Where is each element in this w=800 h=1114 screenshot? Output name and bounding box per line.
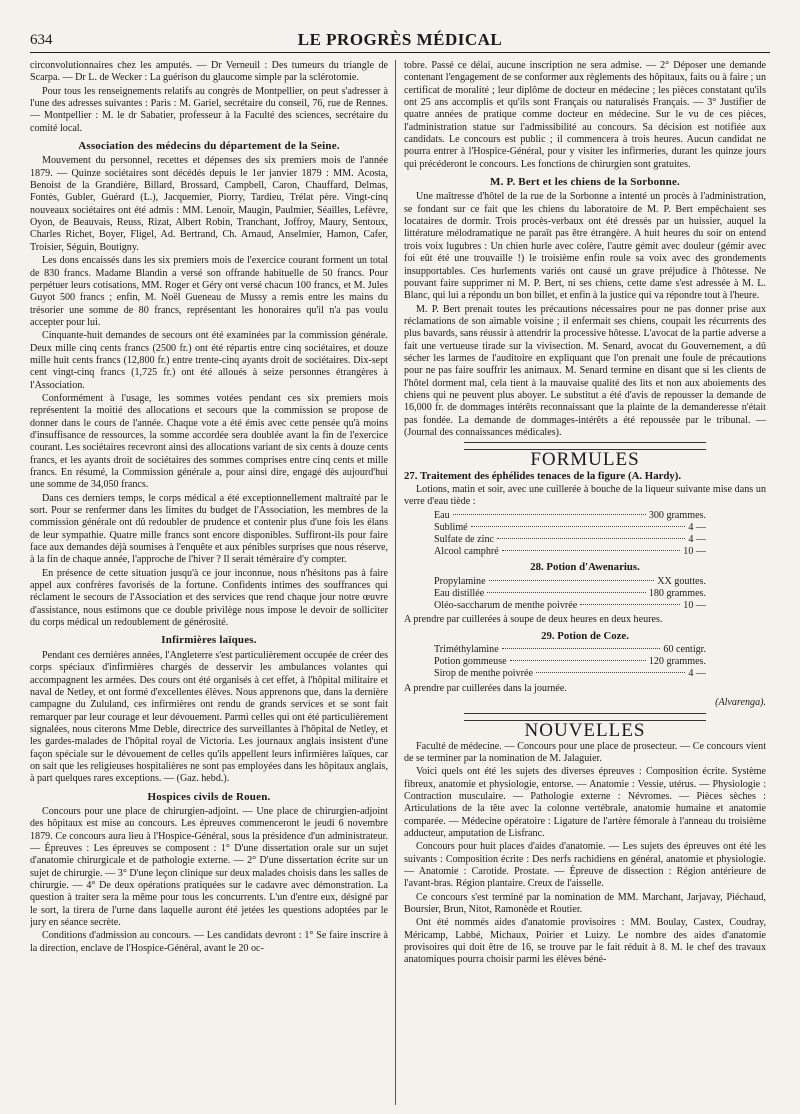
right-column — [404, 60, 766, 1105]
ingredient-row — [404, 668, 766, 680]
section-title-association: Association des médecins du département de la Seine. — [78, 140, 340, 153]
ingredient-name: Propylamine — [434, 575, 486, 587]
leader-dots — [489, 580, 655, 581]
intro-paragraph: circonvolutionnaires chez les amputés. — Dr Verneuil : Des tumeurs du triangle de Scarpa. — Dr L. de Wecker : La guérison du glaucome simple par la sclérotomie. — [30, 60, 388, 84]
ingredient-row — [404, 656, 766, 668]
news-paragraph: Concours pour huit places d'aides d'anatomie. — Les sujets des épreuves ont été les suivants : Composition écrite : Des nerfs rachidiens en général, anatomie et physiologie. — Anatomie : Carotide. Prostate. — Épreuve de dissection : Région antérieure de l'avant-bras. Région plantaire. Creux de l'aisselle. — [404, 841, 766, 890]
leader-dots — [510, 660, 646, 661]
article-paragraph: Concours pour une place de chirurgien-adjoint. — Une place de chirurgien-adjoint des hôpitaux est mise au concours. Les épreuves commenceront le jeudi 6 novembre 1879. Ce concours aura lieu à l'Hospice-Général, sous la présidence d'un administrateur. — Épreuves : Les épreuves se composent : 1° D'une dissertation orale sur un sujet d'anatomie chirurgicale et de pathologie externe. — 2° D'une dissertation écrite sur un sujet de chirurgie. — 3° D'une leçon clinique sur deux malades choisis dans les salles de chirurgie. — 4° De deux opérations pratiquées sur le cadavre avec démonstration. La question à traiter sera la même pour tous les concurrents. L'un d'entre eux, désigné par le sort, la tirera de l'urne dans laquelle auront été jetées les questions adoptées par le jury en séance secrète. — [30, 805, 388, 929]
article-paragraph: Les dons encaissés dans les six premiers mois de l'exercice courant forment un total de 830 francs. Madame Blandin a versé son offrande habituelle de 50 francs. Pour perpétuer leurs cotisations, MM. Roger et Géry ont versé chacun 100 francs, et M. Jules Guyot 500 francs ; enfin, M. Noël Gueneau de Mussy a remis entre les mains du trésorier une somme de 80 francs, représentant les honoraires qu'il n'a pas voulu accepter pour lui. — [30, 255, 388, 328]
nouvelles-heading: NOUVELLES — [524, 720, 646, 742]
leader-dots — [502, 550, 681, 551]
page-number: 634 — [30, 32, 53, 48]
leader-dots — [536, 672, 685, 673]
ingredient-row — [404, 576, 766, 588]
leader-dots — [497, 538, 685, 539]
ingredient-row — [404, 546, 766, 558]
formula-28-title: 28. Potion d'Awenarius. — [530, 561, 640, 574]
intro-paragraph: Pour tous les renseignements relatifs au congrès de Montpellier, on peut s'adresser à l'une des adresses suivantes : Paris : M. Gariel, secrétaire du conseil, 76, rue de Rennes. — Montpellier : M. le dr Sabatier, professeur à la Faculté des sciences, secrétaire du comité local. — [30, 85, 388, 134]
ingredient-qty: 300 grammes. — [648, 509, 706, 521]
page-header — [30, 30, 770, 53]
formula-29-signature: (Alvarenga). — [715, 696, 766, 708]
news-paragraph: Voici quels ont été les sujets des diverses épreuves : Composition écrite. Système fibreux, anatomie et physiologie, entorse. — Anatomie : Vessie, utérus. — Physiologie : Contraction musculaire. — Pathologie externe : Névromes. — Pièces sèches : Articulations de la tête avec la colonne vertébrale, anatomie humaine et anatomie comparée. — Médecine opératoire : Ligature de l'artère fémorale à l'anneau du troisième adducteur, amputation de Lisfranc. — [404, 766, 766, 840]
news-paragraph: Faculté de médecine. — Concours pour une place de prosecteur. — Ce concours vient de se terminer par la nomination de M. Jalaguier. — [404, 740, 766, 764]
ingredient-qty: 120 grammes. — [648, 656, 706, 668]
article-paragraph: Conformément à l'usage, les sommes votées pendant ces six premiers mois représentent la moitié des allocations et secours que la commission se propose de donner dans le cours de l'année. Chaque vote a été émis avec cette pensée qu'à moins d'insuffisance de ressources, la somme accordée sera doublée avant la fin de l'exercice courant. Les sociétaires recevront ainsi des allocations variant de six cents à douze cents francs, et les ayants droit de sociétaires des sommes comprises entre cinq cents et mille francs. En résumé, la Commission générale a, pour ainsi dire, engagé dès aujourd'hui une somme de 34,050 francs. — [30, 392, 388, 491]
column-divider — [395, 60, 396, 1105]
section-title-bert: M. P. Bert et les chiens de la Sorbonne. — [490, 176, 680, 189]
ingredient-row — [404, 534, 766, 546]
ingredient-qty: 60 centigr. — [663, 644, 706, 656]
ornament-divider — [464, 442, 706, 450]
ingredient-row — [404, 600, 766, 612]
formules-heading: FORMULES — [530, 449, 640, 471]
article-paragraph: En présence de cette situation jusqu'à ce jour inconnue, nous n'hésitons pas à faire appel aux confrères favorisés de la fortune. Confidents intimes des souffrances qui réclament le secours de l'Association et des services que rend chaque jour notre œuvre d'assistance, nous estimons que ce double privilège nous impose le devoir de solliciter du corps médical un redoublement de générosité. — [30, 567, 388, 629]
article-paragraph: Conditions d'admission au concours. — Les candidats devront : 1° Se faire inscrire à la direction, enclave de l'Hospice-Général, avant le 20 oc- — [30, 930, 388, 954]
news-paragraph: Ce concours s'est terminé par la nomination de MM. Marchant, Jarjavay, Piéchaud, Boursier, Brun, Nitot, Ramonède et Routier. — [404, 891, 766, 916]
formula-29-note: A prendre par cuillerées dans la journée. — [404, 682, 567, 694]
formula-27-title: 27. Traitement des éphélides tenaces de la figure (A. Hardy). — [404, 469, 682, 482]
ingredient-qty: 4 — — [688, 534, 706, 546]
left-column — [30, 60, 388, 1105]
article-paragraph: Mouvement du personnel, recettes et dépenses des six premiers mois de l'année 1879. — Quinze sociétaires sont décédés depuis le 1er janvier 1879 : MM. Acosta, Benoist de la Grandière, Billard, Brossard, Campbell, Caron, Chauffard, Delmas, Fontès, Gubler, Guérard (L.), Jacquemier, Piorry, Tardieu, Trélat père. Vingt-cinq nouveaux sociétaires ont été admis : MM. Lenoir, Maugin, Paulmier, Séailles, Lefèvre, Oyon, de Beauvais, Reuss, Rizat, Albert Robin, Tranchant, Joffroy, Maury, Sentoux, Charles Richet, Boyer, Fligel, Ad. Bertrand, Ch. Arnaud, Anselmier, Hamon, Cafer, Troisier, Séguin, Boutigny. — [30, 155, 388, 253]
ingredient-name: Eau distillée — [434, 587, 485, 599]
ingredient-name: Eau — [434, 509, 450, 521]
article-paragraph: Cinquante-huit demandes de secours ont été examinées par la commission générale. Deux mille cinq cents francs (2500 fr.) ont été répartis entre cinq sociétaires, et douze mille huit cents francs (12,800 fr.) entre trente-cinq ayants droit de sociétaires. Dix-sept cent vingt-cinq francs (1,725 fr.) ont été alloués à seize personnes étrangères à l'Association. — [30, 330, 388, 391]
formula-28-note: A prendre par cuillerées à soupe de deux heures en deux heures. — [404, 614, 663, 626]
ingredient-row — [404, 588, 766, 600]
formula-27-ingredients — [404, 510, 766, 559]
formula-29-ingredients — [404, 644, 766, 681]
leader-dots — [453, 514, 646, 515]
formula-27-intro: Lotions, matin et soir, avec une cuillerée à bouche de la liqueur suivante mise dans un verre d'eau tiède : — [404, 484, 766, 508]
ingredient-name: Sulfate de zinc — [434, 534, 494, 546]
ingredient-row — [404, 644, 766, 656]
formula-29-title: 29. Potion de Coze. — [541, 629, 629, 642]
ingredient-qty: XX gouttes. — [657, 575, 706, 587]
ingredient-row — [404, 510, 766, 522]
section-title-infirmieres: Infirmières laïques. — [161, 634, 257, 647]
ingredient-qty: 10 — — [683, 546, 706, 558]
journal-title: LE PROGRÈS MÉDICAL — [297, 30, 503, 49]
article-paragraph: Une maîtresse d'hôtel de la rue de la Sorbonne a intenté un procès à l'administration, se fondant sur ce fait que les chiens du laboratoire de M. P. Bert empêchaient ses locataires de dormir. Trois procès-verbaux ont été dressés par un huissier, auquel la littérature mélodramatique ne paraît pas être étrangère. A huit heures du soir on entend trois voix lugubres : Un chien hurle avec colère, l'autre gémit avec douleur (gémir avec foi eût été une trouvaille !) le troisième enfin roule sa voix avec des grondements insupportables. Ces hurlements variés ont causé un grave préjudice à l'hôtesse. Ne pouvant faire supprimer ni M. P. Bert, ni ses chiens, cette dame s'est adressée à M. L. Blanc, qui lui a répondu un bon billet, et enfin à la justice qui va répondre tout à l'heure. — [404, 191, 766, 302]
article-paragraph: Pendant ces dernières années, l'Angleterre s'est particulièrement occupée de créer des corps spéciaux d'infirmières chargés de desservir les ambulances volantes qui accompagnent les armées. Des cours ont été organisés à cet effet, à l'hôpital militaire et naval de Netley, et ont formé d'excellentes élèves. Nous apprenons que, dans la dernière campagne du Zululand, ces infirmières ont rendu de grands services et se sont fait remarquer par leur courage et leur dévouement. Parmi celles qui ont été particulièrement signalées, nous citerons Mme Deble, directrice des surveillantes à l'hôpital de Netley, et les gardes-malades de l'hôpital royal de Victoria. Les journaux anglais insistent d'une façon spéciale sur le dévouement de celles qu'ils appellent leurs infirmières laïques, car on sait que les religieuses hospitalières ne sont pas employées dans les hôpitaux anglais, à part quelques rares exceptions. — (Gaz. hebd.). — [30, 649, 388, 785]
ingredient-qty: 10 — — [683, 600, 706, 612]
ingredient-row — [404, 522, 766, 534]
ingredient-qty: 4 — — [688, 521, 706, 533]
ingredient-qty: 4 — — [688, 668, 706, 680]
continuation-paragraph: tobre. Passé ce délai, aucune inscription ne sera admise. — 2° Déposer une demande contenant l'engagement de se conformer aux règlements des hôpitaux, faits ou à faire ; un certificat de moralité ; leur diplôme de docteur en médecine ; les pièces constatant qu'ils ont 25 ans accomplis et qu'ils sont Français ou naturalisés Français. — 3° Justifier de quatre années de pratique comme docteur en médecine. Sur le vu de ces pièces, l'administration statue sur l'admissibilité au concours. Sa décision est notifiée aux candidats. Le concours est public ; il commencera à trois heures. Aucun candidat ne pourra entrer à l'Hospice-Général, pour y visiter les infirmeries, durant les quinze jours qui précéderont le concours. Les fonctions de chirurgien sont gratuites. — [404, 60, 766, 170]
ingredient-name: Sirop de menthe poivrée — [434, 668, 533, 680]
leader-dots — [502, 648, 661, 649]
ingredient-qty: 180 grammes. — [648, 587, 706, 599]
ingredient-name: Sublimé — [434, 521, 468, 533]
article-paragraph: Dans ces derniers temps, le corps médical a été exceptionnellement maltraité par le sort. Pour se renfermer dans les limites du budget de l'Association, les membres de la commission générale ont dû redoubler de prudence et contenir plus d'une fois les élans de leur sympathie. Quatre mille francs sont encore disponibles. Suffiront-ils pour faire face aux demandes déjà soumises à l'enquête et aux pénibles surprises que nous réserve, à la fin de chaque année, l'approche de l'hiver ? Il serait téméraire d'y compter. — [30, 492, 388, 566]
ingredient-name: Triméthylamine — [434, 644, 499, 656]
article-paragraph: M. P. Bert prenait toutes les précautions nécessaires pour ne pas donner prise aux réclamations de son aimable voisine ; il enfermait ses chiens, coupait les récurrents des plus bavards, sans réussir à attendrir la processive hôtesse. L'avocat de la partie adverse a fait une vertueuse tirade sur la vivisection. M. Senard, avocat du Gouvernement, a dû sécher les larmes de l'auditoire en expliquant que l'on prenait une foule de précautions pour ne pas faire souffrir les animaux. M. Senard termine en disant que si les clients de l'hôtel dorment mal, cela tient à la mauvaise qualité des lits et non aux aboiements des chiens qui ne peuvent plus aboyer. Le substitut a été d'avis de repousser la demande de 16,000 fr. de dommages intérêts reconnaissant que la plainte de la demanderesse n'était pas fondée. La demande de dommages-intérêts a été repoussée par le tribunal. — (Journal des connaissances médicales). — [404, 303, 766, 438]
leader-dots — [471, 526, 686, 527]
leader-dots — [580, 604, 680, 605]
section-title-rouen: Hospices civils de Rouen. — [147, 790, 271, 803]
formula-28-ingredients — [404, 576, 766, 613]
ingredient-name: Alcool camphré — [434, 546, 499, 558]
leader-dots — [487, 592, 646, 593]
ornament-divider — [464, 713, 706, 721]
ingredient-name: Oléo-saccharum de menthe poivrée — [434, 600, 578, 612]
ingredient-name: Potion gommeuse — [434, 656, 507, 668]
news-paragraph: Ont été nommés aides d'anatomie provisoires : MM. Boulay, Castex, Coudray, Méricamp, Labbé, Michaux, Poirier et Luizy. Le nombre des aides d'anatomie provisoires qui doit être de 16, se trouve par le fait réduit à 8. M. le chef des travaux anatomiques pourra choisir parmi les élèves béné- — [404, 917, 766, 966]
